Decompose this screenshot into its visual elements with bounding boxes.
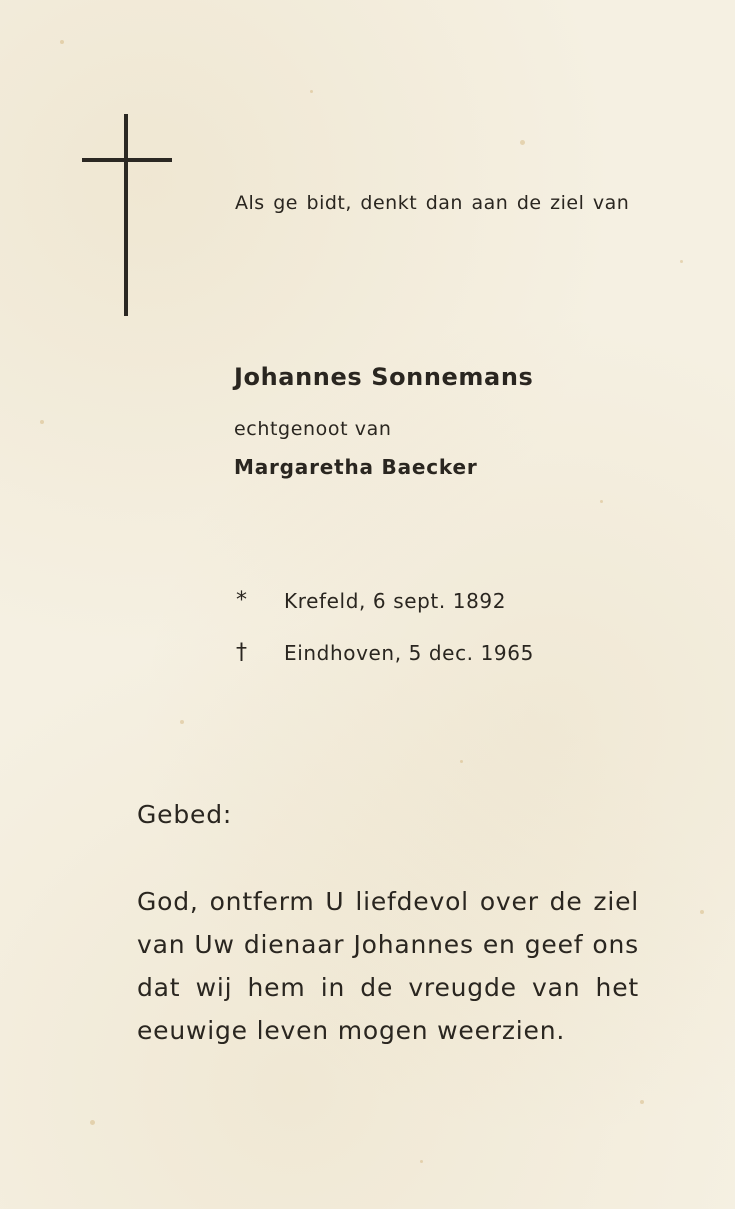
relation-label: echtgenoot van — [234, 418, 392, 440]
birth-star-icon: * — [236, 588, 248, 613]
death-row — [236, 640, 534, 665]
deceased-name: Johannes Sonnemans — [234, 363, 534, 391]
birth-date: Krefeld, 6 sept. 1892 — [284, 588, 507, 613]
birth-row — [236, 588, 506, 613]
intro-text: Als ge bidt, denkt dan aan de ziel van — [235, 192, 630, 214]
death-dagger-icon: † — [236, 640, 248, 665]
cross-horizontal-bar — [82, 158, 172, 162]
prayer-text: God, ontferm U liefdevol over de ziel van Uw dienaar Johannes en geef ons dat wij hem in de vreugde van het eeuwige leven mogen weerzien. — [137, 887, 639, 1045]
cross-vertical-bar — [124, 114, 128, 316]
death-date: Eindhoven, 5 dec. 1965 — [284, 640, 534, 665]
spouse-name: Margaretha Baecker — [234, 455, 478, 479]
prayer-heading: Gebed: — [137, 800, 233, 829]
